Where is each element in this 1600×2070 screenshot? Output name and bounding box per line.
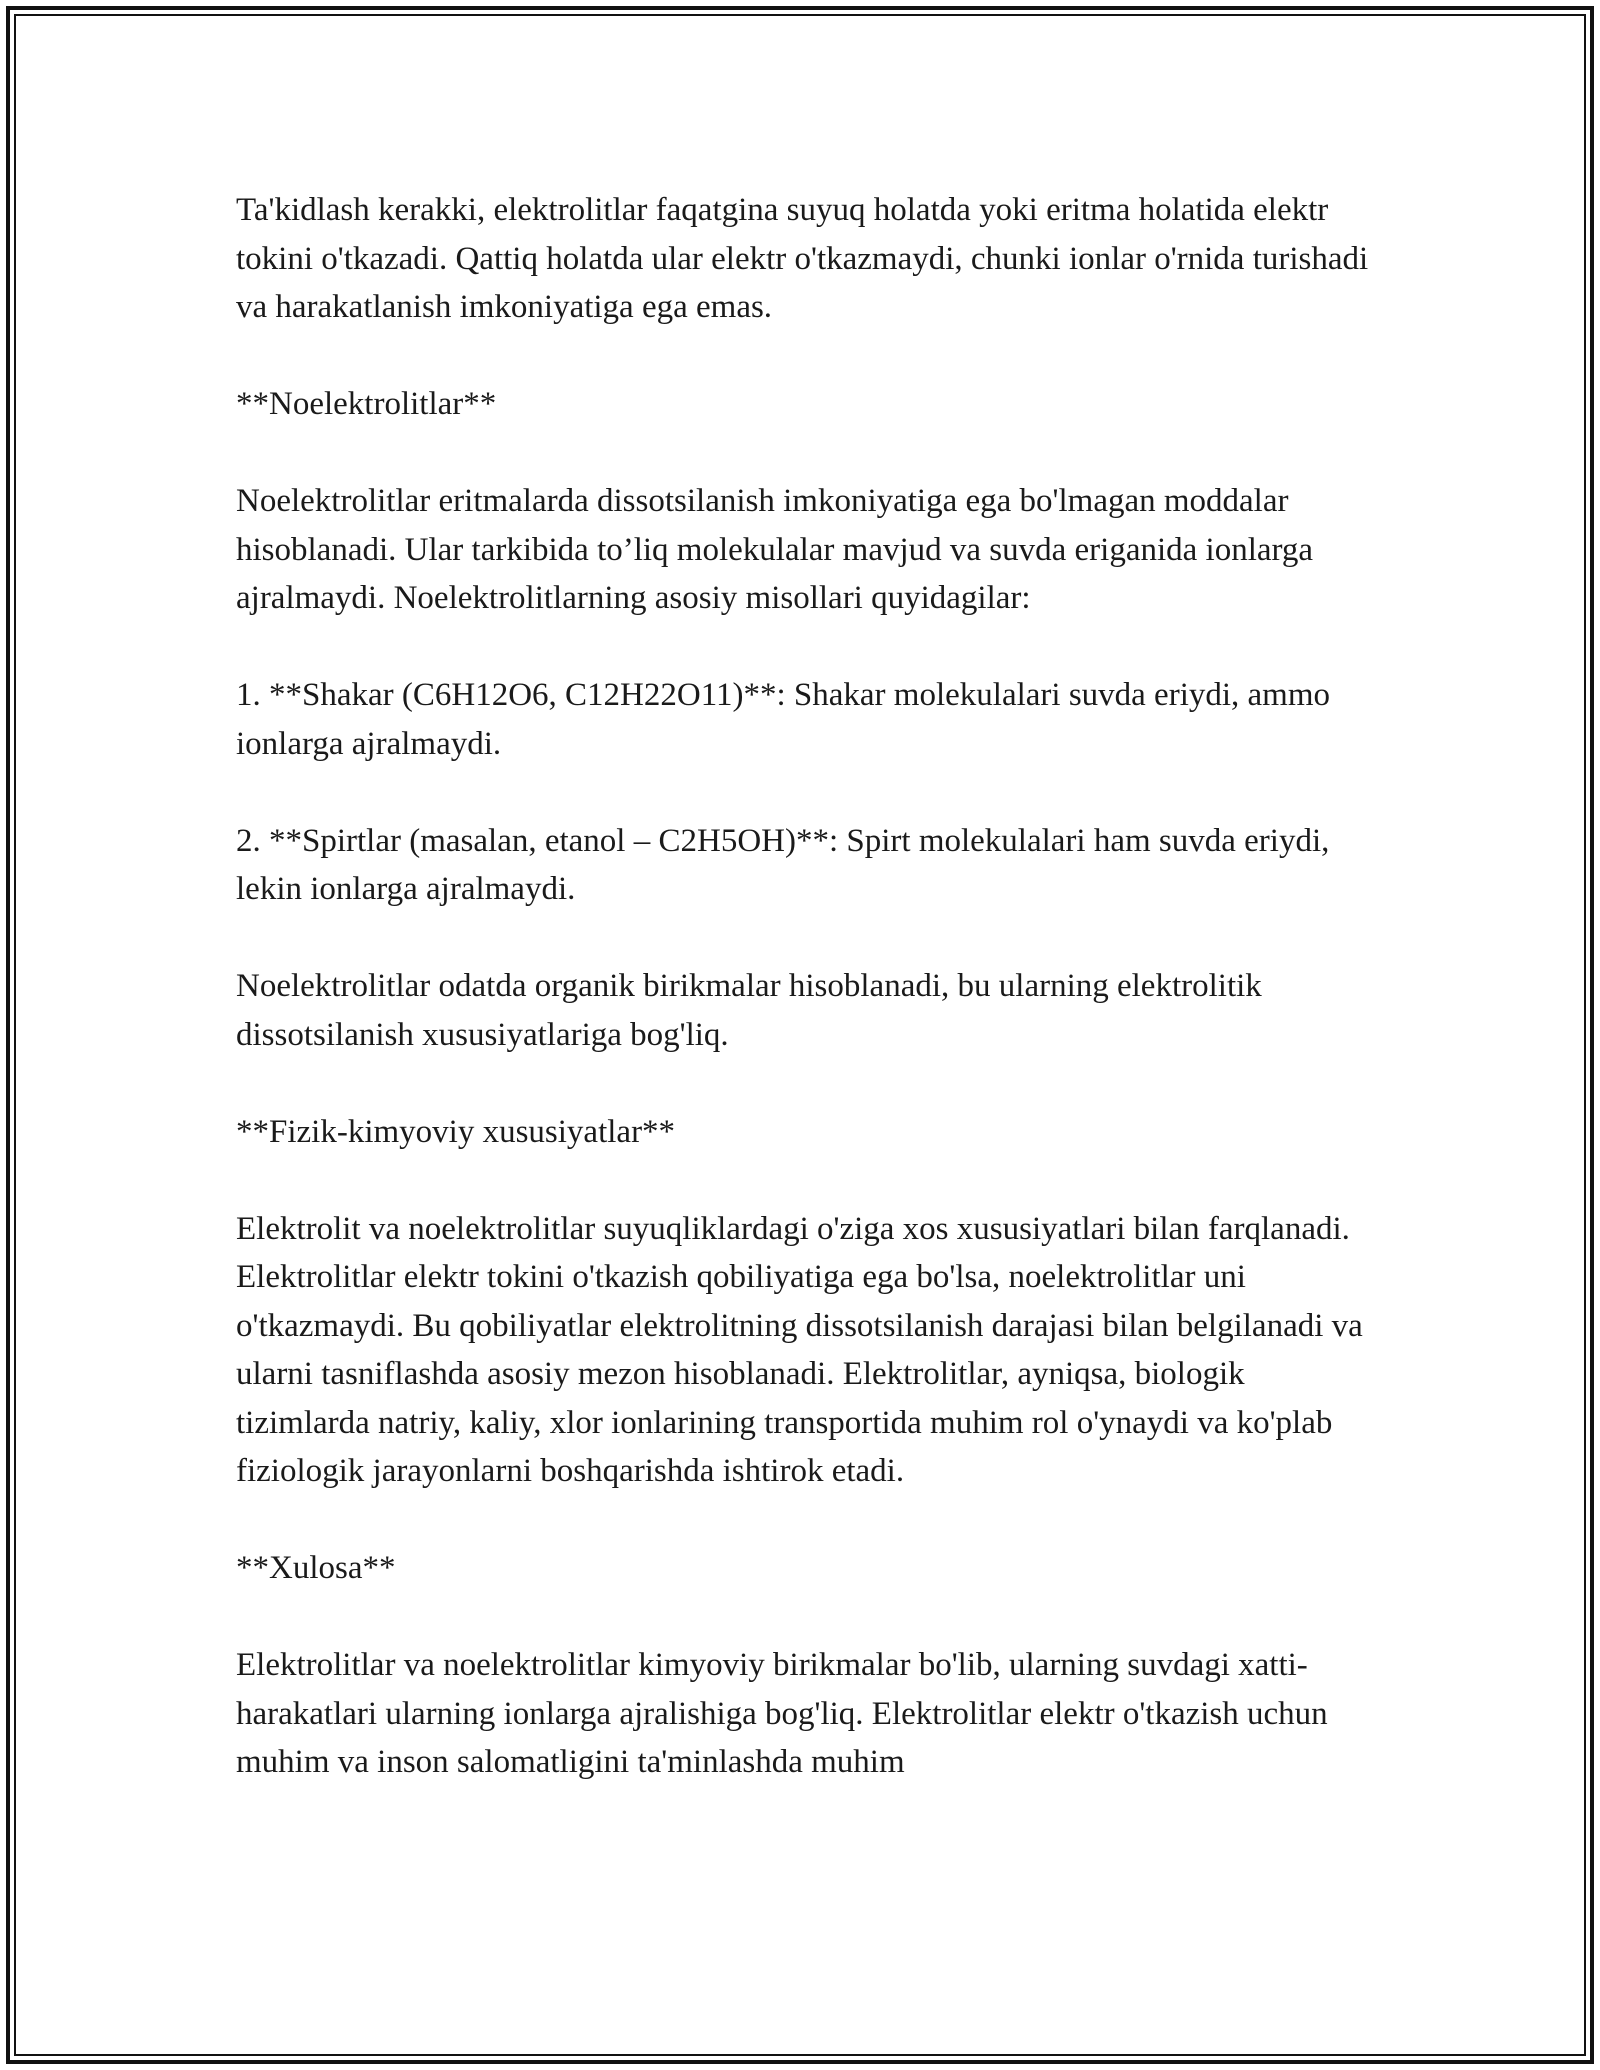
paragraph-conductivity-note: Ta'kidlash kerakki, elektrolitlar faqatgina suyuq holatda yoki eritma holatida elektr tokini o'tkazadi. Qattiq holatda ular elektr o'tkazmaydi, chunki ionlar o'rnida turishadi va harakatlanish imkoniyatiga ega emas. bbox=[236, 192, 1369, 325]
paragraph-conclusion: Elektrolitlar va noelektrolitlar kimyoviy birikmalar bo'lib, ularning suvdagi xatti-harakatlari ularning ionlarga ajralishiga bog'liq. Elektrolitlar elektr o'tkazish uchun muhim va inson salomatligini ta'minlashda muhim bbox=[236, 1647, 1328, 1780]
heading-noelektrolitlar: **Noelektrolitlar** bbox=[236, 386, 497, 422]
paragraph-noelektrolitlar-definition: Noelektrolitlar eritmalarda dissotsilanish imkoniyatiga ega bo'lmagan moddalar hisoblanadi. Ular tarkibida to’liq molekulalar mavjud va suvda eriganida ionlarga ajralmaydi. Noelektrolitlarning asosiy misollari quyidagilar: bbox=[236, 483, 1314, 616]
list-item-shakar: 1. **Shakar (C6H12O6, C12H22O11)**: Shakar molekulalari suvda eriydi, ammo ionlarga ajralmaydi. bbox=[236, 677, 1331, 762]
heading-xulosa: **Xulosa** bbox=[236, 1550, 396, 1586]
heading-fizik-kimyoviy: **Fizik-kimyoviy xususiyatlar** bbox=[236, 1113, 676, 1150]
paragraph-properties: Elektrolit va noelektrolitlar suyuqliklardagi o'ziga xos xususiyatlari bilan farqlanadi. Elektrolitlar elektr tokini o'tkazish qobiliyatiga ega bo'lsa, noelektrolitlar uni o'tkazmaydi. Bu qobiliyatlar elektrolitning dissotsilanish darajasi bilan belgilanadi va ularni tasniflashda asosiy mezon hisoblanadi. Elektrolitlar, ayniqsa, biologik tizimlarda natriy, kaliy, xlor ionlarining transportida muhim rol o'ynaydi va ko'plab fiziologik jarayonlarni boshqarishda ishtirok etadi. bbox=[236, 1210, 1363, 1489]
list-item-spirtlar: 2. **Spirtlar (masalan, etanol – C2H5OH)**: Spirt molekulalari ham suvda eriydi, lekin ionlarga ajralmaydi. bbox=[236, 822, 1330, 907]
paragraph-organic-compounds: Noelektrolitlar odatda organik birikmalar hisoblanadi, bu ularning elektrolitik dissotsilanish xususiyatlariga bog'liq. bbox=[236, 968, 1262, 1053]
document-body bbox=[236, 186, 1371, 1787]
